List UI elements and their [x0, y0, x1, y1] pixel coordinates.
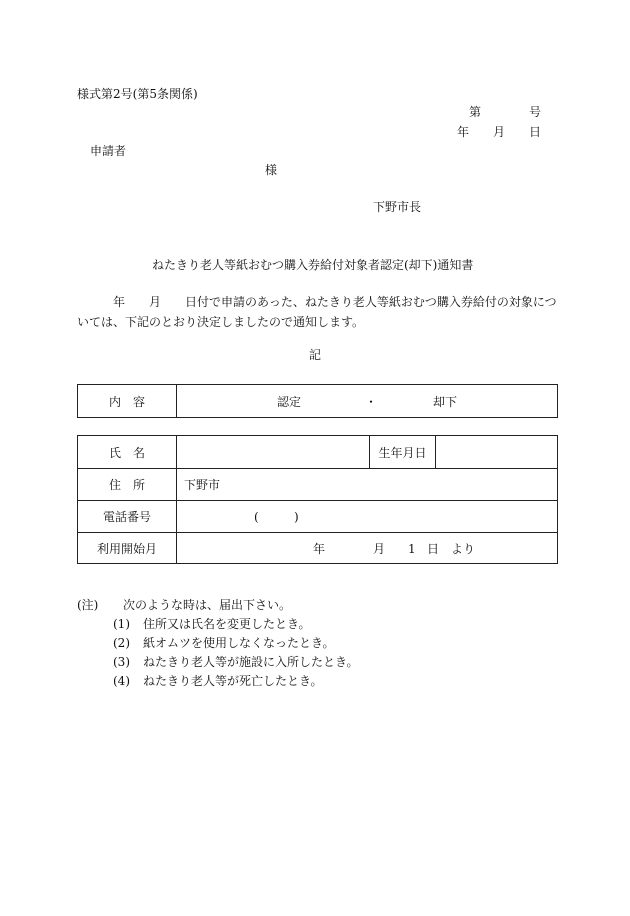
- start-year-text: 年: [313, 542, 326, 556]
- applicant-label: 申請者: [90, 144, 127, 158]
- date-day: 日: [529, 125, 542, 139]
- phone-close-text: ): [294, 509, 299, 524]
- birthdate-field[interactable]: [436, 436, 557, 468]
- reject-option: [433, 385, 457, 417]
- content-label-text: 内 容: [108, 394, 145, 409]
- separator-dot: ・: [365, 394, 378, 409]
- start-from: [451, 533, 475, 564]
- info-table: [77, 435, 558, 564]
- start-day-number-text: 1: [408, 541, 416, 556]
- body-year: 年: [113, 295, 126, 309]
- form-number: 様式第2号(第5条関係): [77, 87, 198, 101]
- start-month: [373, 533, 385, 564]
- note-item-2-num: (2): [113, 636, 130, 650]
- start-label-text: 利用開始月: [96, 542, 157, 556]
- phone-label-text: 電話番号: [102, 510, 151, 524]
- date-year: 年: [457, 125, 470, 139]
- notes-header: (注): [77, 598, 99, 612]
- start-from-text: より: [451, 542, 476, 556]
- phone-open-text: (: [254, 509, 259, 524]
- date-month: 月: [493, 125, 506, 139]
- note-item-1-num: (1): [113, 617, 130, 631]
- option-separator: [365, 385, 377, 417]
- document-title: ねたきり老人等紙おむつ購入券給付対象者認定(却下)通知書: [152, 258, 474, 272]
- birthdate-label-text: 生年月日: [378, 445, 427, 460]
- start-row: [78, 532, 557, 564]
- issuer: 下野市長: [373, 200, 422, 214]
- note-item-4-text: ねたきり老人等が死亡したとき。: [143, 674, 323, 688]
- note-item-3-num: (3): [113, 655, 130, 669]
- body-line2: いては、下記のとおり決定しましたので通知します。: [77, 315, 365, 329]
- address-field[interactable]: [184, 469, 220, 500]
- content-label: [78, 385, 176, 417]
- notes-header-text: 次のような時は、届出下さい。: [123, 598, 292, 612]
- content-table: [77, 384, 558, 418]
- start-month-text: 月: [373, 542, 386, 556]
- reject-text: 却下: [433, 394, 458, 409]
- birthdate-label: [370, 436, 435, 468]
- phone-label: [78, 501, 176, 532]
- approve-option: [277, 385, 301, 417]
- phone-row: [78, 500, 557, 532]
- start-label: [78, 533, 176, 564]
- phone-open-paren: [254, 501, 259, 532]
- start-year: [313, 533, 325, 564]
- body-line1: 日付で申請のあった、ねたきり老人等紙おむつ購入券給付の対象につ: [185, 295, 557, 309]
- note-item-1-text: 住所又は氏名を変更したとき。: [143, 617, 311, 631]
- name-label-text: 氏 名: [108, 445, 145, 460]
- content-row: [78, 385, 557, 417]
- phone-close-paren: [294, 501, 299, 532]
- start-day-number: [408, 533, 416, 564]
- approve-text: 認定: [277, 394, 302, 409]
- name-row: [78, 436, 557, 468]
- note-item-4-num: (4): [113, 674, 130, 688]
- address-label: [78, 469, 176, 500]
- start-day-text: 日: [427, 542, 440, 556]
- ki-label: 記: [309, 348, 322, 362]
- note-item-2-text: 紙オムツを使用しなくなったとき。: [143, 636, 335, 650]
- body-month: 月: [149, 295, 162, 309]
- address-row: [78, 468, 557, 500]
- start-day: [427, 533, 439, 564]
- address-label-text: 住 所: [108, 478, 145, 492]
- doc-number-suffix: 号: [529, 105, 542, 119]
- note-item-3-text: ねたきり老人等が施設に入所したとき。: [143, 655, 359, 669]
- doc-number-prefix: 第: [469, 105, 482, 119]
- honorific: 様: [265, 163, 278, 177]
- address-value: 下野市: [184, 478, 221, 492]
- name-label: [78, 436, 176, 468]
